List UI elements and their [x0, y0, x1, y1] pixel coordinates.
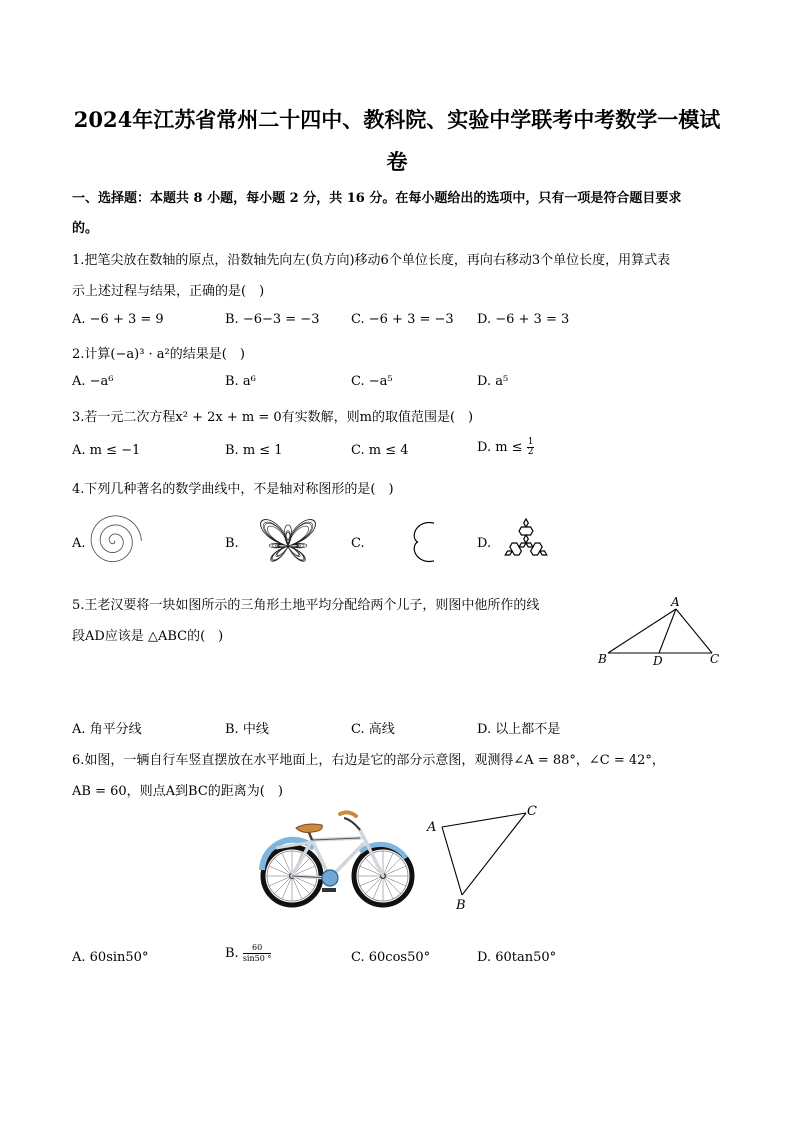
- question-3-option-d: [477, 438, 534, 457]
- question-5-option-c: C. 高线: [351, 722, 395, 737]
- question-6-option-b-prefix: B.: [225, 946, 239, 961]
- question-2-option-d: D. a⁵: [477, 374, 509, 389]
- koch-snowflake-figure: [494, 510, 558, 574]
- fraction-numerator: 60: [243, 943, 272, 954]
- bicycle-frame: [292, 830, 383, 878]
- question-1-stem-continued: 示上述过程与结果，正确的是( ): [72, 284, 265, 299]
- question-5-stem-continued: 段AD应该是 △ABC的( ): [72, 629, 224, 644]
- side-ac: [442, 813, 526, 827]
- vertex-label-a: A: [671, 595, 680, 609]
- side-bc: [462, 813, 526, 895]
- question-4-option-a: A.: [72, 536, 86, 551]
- question-3-stem: 3.若一元二次方程x² + 2x + m = 0有实数解，则m的取值范围是( ): [72, 410, 474, 425]
- question-6-option-b: [225, 943, 271, 964]
- vertex-label-d: D: [653, 654, 663, 668]
- question-6-option-c: C. 60cos50°: [351, 950, 431, 965]
- vertex-label-c: C: [710, 652, 720, 666]
- side-ac: [676, 609, 712, 653]
- section-heading-continued: 的。: [72, 221, 99, 236]
- side-ab: [442, 827, 462, 895]
- triangle-abd-figure: [592, 592, 728, 668]
- question-3-option-b: B. m ≤ 1: [225, 443, 283, 458]
- triangle-abc-figure: [420, 800, 544, 912]
- question-1-option-d: D. −6 + 3 = 3: [477, 312, 570, 327]
- question-3-option-c: C. m ≤ 4: [351, 443, 409, 458]
- spiral-curve-figure: [86, 513, 142, 573]
- question-2-option-a: A. −a⁶: [72, 374, 114, 389]
- handlebar-grip: [340, 812, 356, 816]
- page-title: 2024年江苏省常州二十四中、教科院、实验中学联考中考数学一模试: [73, 107, 721, 132]
- vertex-label-b: B: [456, 898, 466, 912]
- question-5-option-a: A. 角平分线: [72, 722, 142, 737]
- fraction-sixty-over-sin50: [243, 943, 272, 964]
- question-4-stem: 4.下列几种著名的数学曲线中，不是轴对称图形的是( ): [72, 482, 394, 497]
- fraction-denominator: sin50 °: [242, 954, 272, 963]
- chain-ring: [322, 870, 338, 886]
- question-5-option-b: B. 中线: [225, 722, 269, 737]
- vertex-label-b: B: [598, 652, 607, 666]
- question-1-option-b: B. −6−3 = −3: [225, 312, 320, 327]
- vertex-label-c: C: [527, 804, 537, 819]
- question-4-option-b: B.: [225, 536, 239, 551]
- question-2-stem: 2.计算(−a)³ · a²的结果是( ): [72, 347, 245, 362]
- cardioid-curve-figure: [370, 510, 434, 574]
- question-6-option-a: A. 60sin50°: [72, 950, 149, 965]
- side-ab: [608, 609, 676, 653]
- question-6-stem-continued: AB = 60，则点A到BC的距离为( ): [72, 784, 283, 799]
- saddle: [296, 824, 322, 833]
- question-6-option-d: D. 60tan50°: [477, 950, 557, 965]
- vertex-label-a: A: [427, 820, 437, 835]
- question-4-option-c: C.: [351, 536, 365, 551]
- fraction-numerator: 1: [527, 437, 534, 447]
- question-6-stem: 6.如图，一辆自行车竖直摆放在水平地面上，右边是它的部分示意图，观测得∠A = 88°，∠C = 42°，: [72, 753, 665, 768]
- question-1-option-c: C. −6 + 3 = −3: [351, 312, 454, 327]
- page-title-continued: 卷: [386, 149, 408, 174]
- question-2-option-b: B. a⁶: [225, 374, 256, 389]
- pedal: [322, 888, 336, 892]
- butterfly-curve-figure: [244, 510, 332, 572]
- question-5-stem: 5.王老汉要将一块如图所示的三角形土地平均分配给两个儿子，则图中他所作的线: [72, 598, 540, 613]
- question-5-option-d: D. 以上都不是: [477, 722, 561, 737]
- segment-ad: [659, 609, 676, 653]
- question-3-option-d-prefix: D. m ≤: [477, 440, 527, 455]
- question-3-option-a: A. m ≤ −1: [72, 443, 141, 458]
- question-1-option-a: A. −6 + 3 = 9: [72, 312, 164, 327]
- bicycle-illustration: [256, 808, 418, 912]
- question-2-option-c: C. −a⁵: [351, 374, 393, 389]
- fraction-one-half: [527, 438, 535, 457]
- question-4-option-d: D.: [477, 536, 492, 551]
- question-1-stem: 1.把笔尖放在数轴的原点，沿数轴先向左(负方向)移动6个单位长度，再向右移动3个单位长度，用算式表: [72, 253, 671, 268]
- fraction-denominator: 2: [527, 447, 534, 457]
- section-heading: 一、选择题：本题共 8 小题，每小题 2 分，共 16 分。在每小题给出的选项中，只有一项是符合题目要求: [72, 191, 682, 206]
